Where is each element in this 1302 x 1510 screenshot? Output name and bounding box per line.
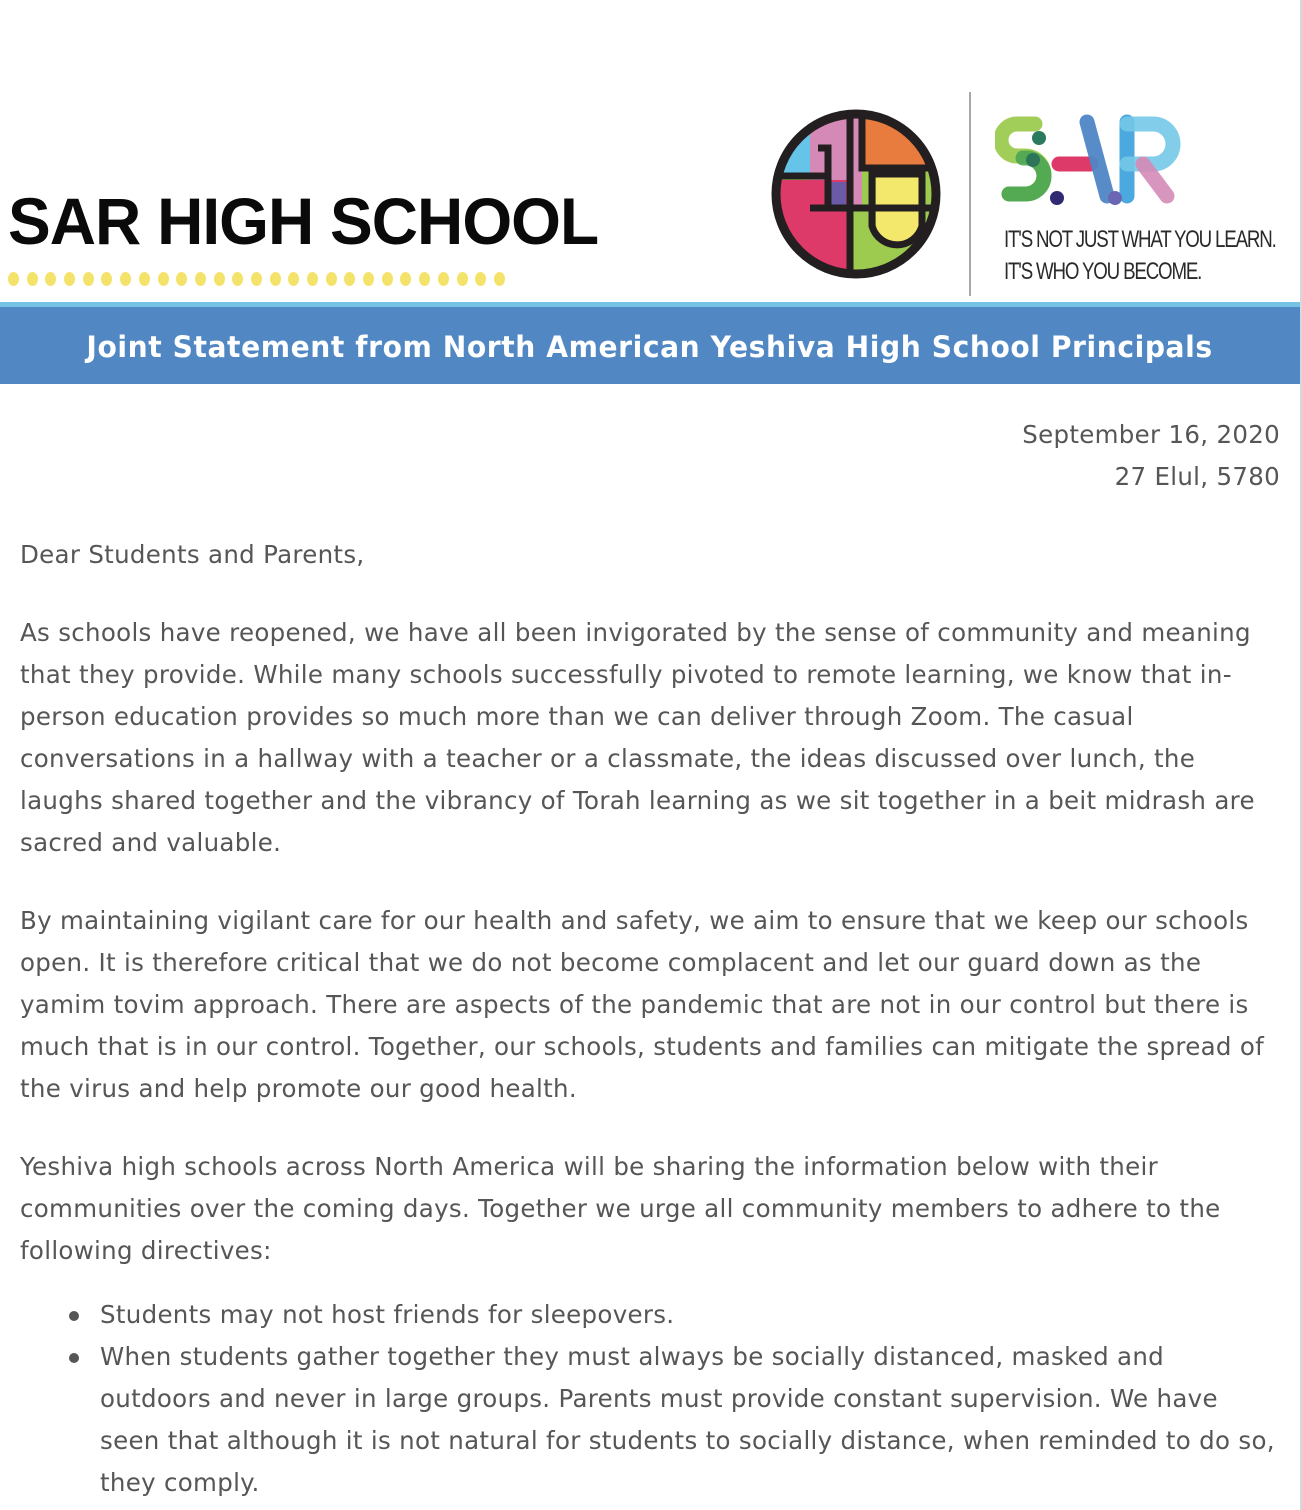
dot-icon — [457, 272, 468, 286]
statement-title: Joint Statement from North American Yeshiva High School Principals — [86, 329, 1214, 364]
dot-icon — [120, 272, 131, 286]
hebrew-date: 27 Elul, 5780 — [1114, 462, 1280, 491]
dot-icon — [494, 272, 505, 286]
dot-icon — [214, 272, 225, 286]
paragraph: Yeshiva high schools across North America will be sharing the information below with their communities over the coming days. Together we urge all community members to adhere to the following directives: — [20, 1152, 1221, 1265]
dot-icon — [195, 272, 206, 286]
sar-logo-icon — [995, 108, 1205, 218]
dot-icon — [344, 272, 355, 286]
directive-text: When students gather together they must always be socially distanced, masked and outdoors and never in large groups. Parents must provide constant supervision. We have seen that although it is not natural for students to socially distance, when reminded to do so, they comply. — [100, 1342, 1275, 1497]
logo-divider — [969, 92, 971, 296]
dot-icon — [27, 272, 38, 286]
paragraph: By maintaining vigilant care for our health and safety, we aim to ensure that we keep our schools open. It is therefore critical that we do not become complacent and let our guard down as the yamim tovim approach. There are aspects of the pandemic that are not in our control but there is much that is in our control. Together, our schools, students and families can mitigate the spread of the virus and help promote our good health. — [20, 906, 1265, 1103]
school-name: SAR HIGH SCHOOL — [8, 184, 599, 258]
letterhead — [0, 0, 1300, 302]
dot-icon — [176, 272, 187, 286]
dot-icon — [158, 272, 169, 286]
directive-item — [100, 1336, 1282, 1504]
dot-icon — [8, 272, 19, 286]
dot-icon — [438, 272, 449, 286]
school-emblem-icon — [770, 108, 942, 280]
bullet-icon — [69, 1311, 79, 1321]
dot-icon — [307, 272, 318, 286]
dot-icon — [382, 272, 393, 286]
dot-icon — [101, 272, 112, 286]
title-banner — [0, 302, 1300, 384]
dot-icon — [251, 272, 262, 286]
dot-icon — [64, 272, 75, 286]
dot-icon — [326, 272, 337, 286]
tagline-line-2: IT'S WHO YOU BECOME. — [1004, 258, 1202, 285]
dateline — [20, 414, 1282, 498]
gregorian-date: September 16, 2020 — [1022, 420, 1280, 449]
dot-icon — [475, 272, 486, 286]
decorative-dots — [8, 272, 513, 288]
dot-icon — [139, 272, 150, 286]
salutation: Dear Students and Parents, — [20, 540, 365, 569]
tagline — [1004, 224, 1276, 288]
dot-icon — [288, 272, 299, 286]
dot-icon — [232, 272, 243, 286]
dot-icon — [270, 272, 281, 286]
dot-icon — [363, 272, 374, 286]
bullet-icon — [69, 1353, 79, 1363]
paragraph: As schools have reopened, we have all been invigorated by the sense of community and meaning that they provide. While many schools successfully pivoted to remote learning, we know that in-person education provides so much more than we can deliver through Zoom. The casual conversations in a hallway with a teacher or a classmate, the ideas discussed over lunch, the laughs shared together and the vibrancy of Torah learning as we sit together in a beit midrash are sacred and valuable. — [20, 618, 1255, 857]
dot-icon — [400, 272, 411, 286]
dot-icon — [45, 272, 56, 286]
tagline-line-1: IT'S NOT JUST WHAT YOU LEARN. — [1004, 226, 1276, 253]
directive-item — [100, 1294, 1282, 1336]
letter-body — [20, 414, 1282, 1504]
directives-list — [20, 1294, 1282, 1504]
directive-text: Students may not host friends for sleepovers. — [100, 1300, 675, 1329]
dot-icon — [83, 272, 94, 286]
dot-icon — [419, 272, 430, 286]
